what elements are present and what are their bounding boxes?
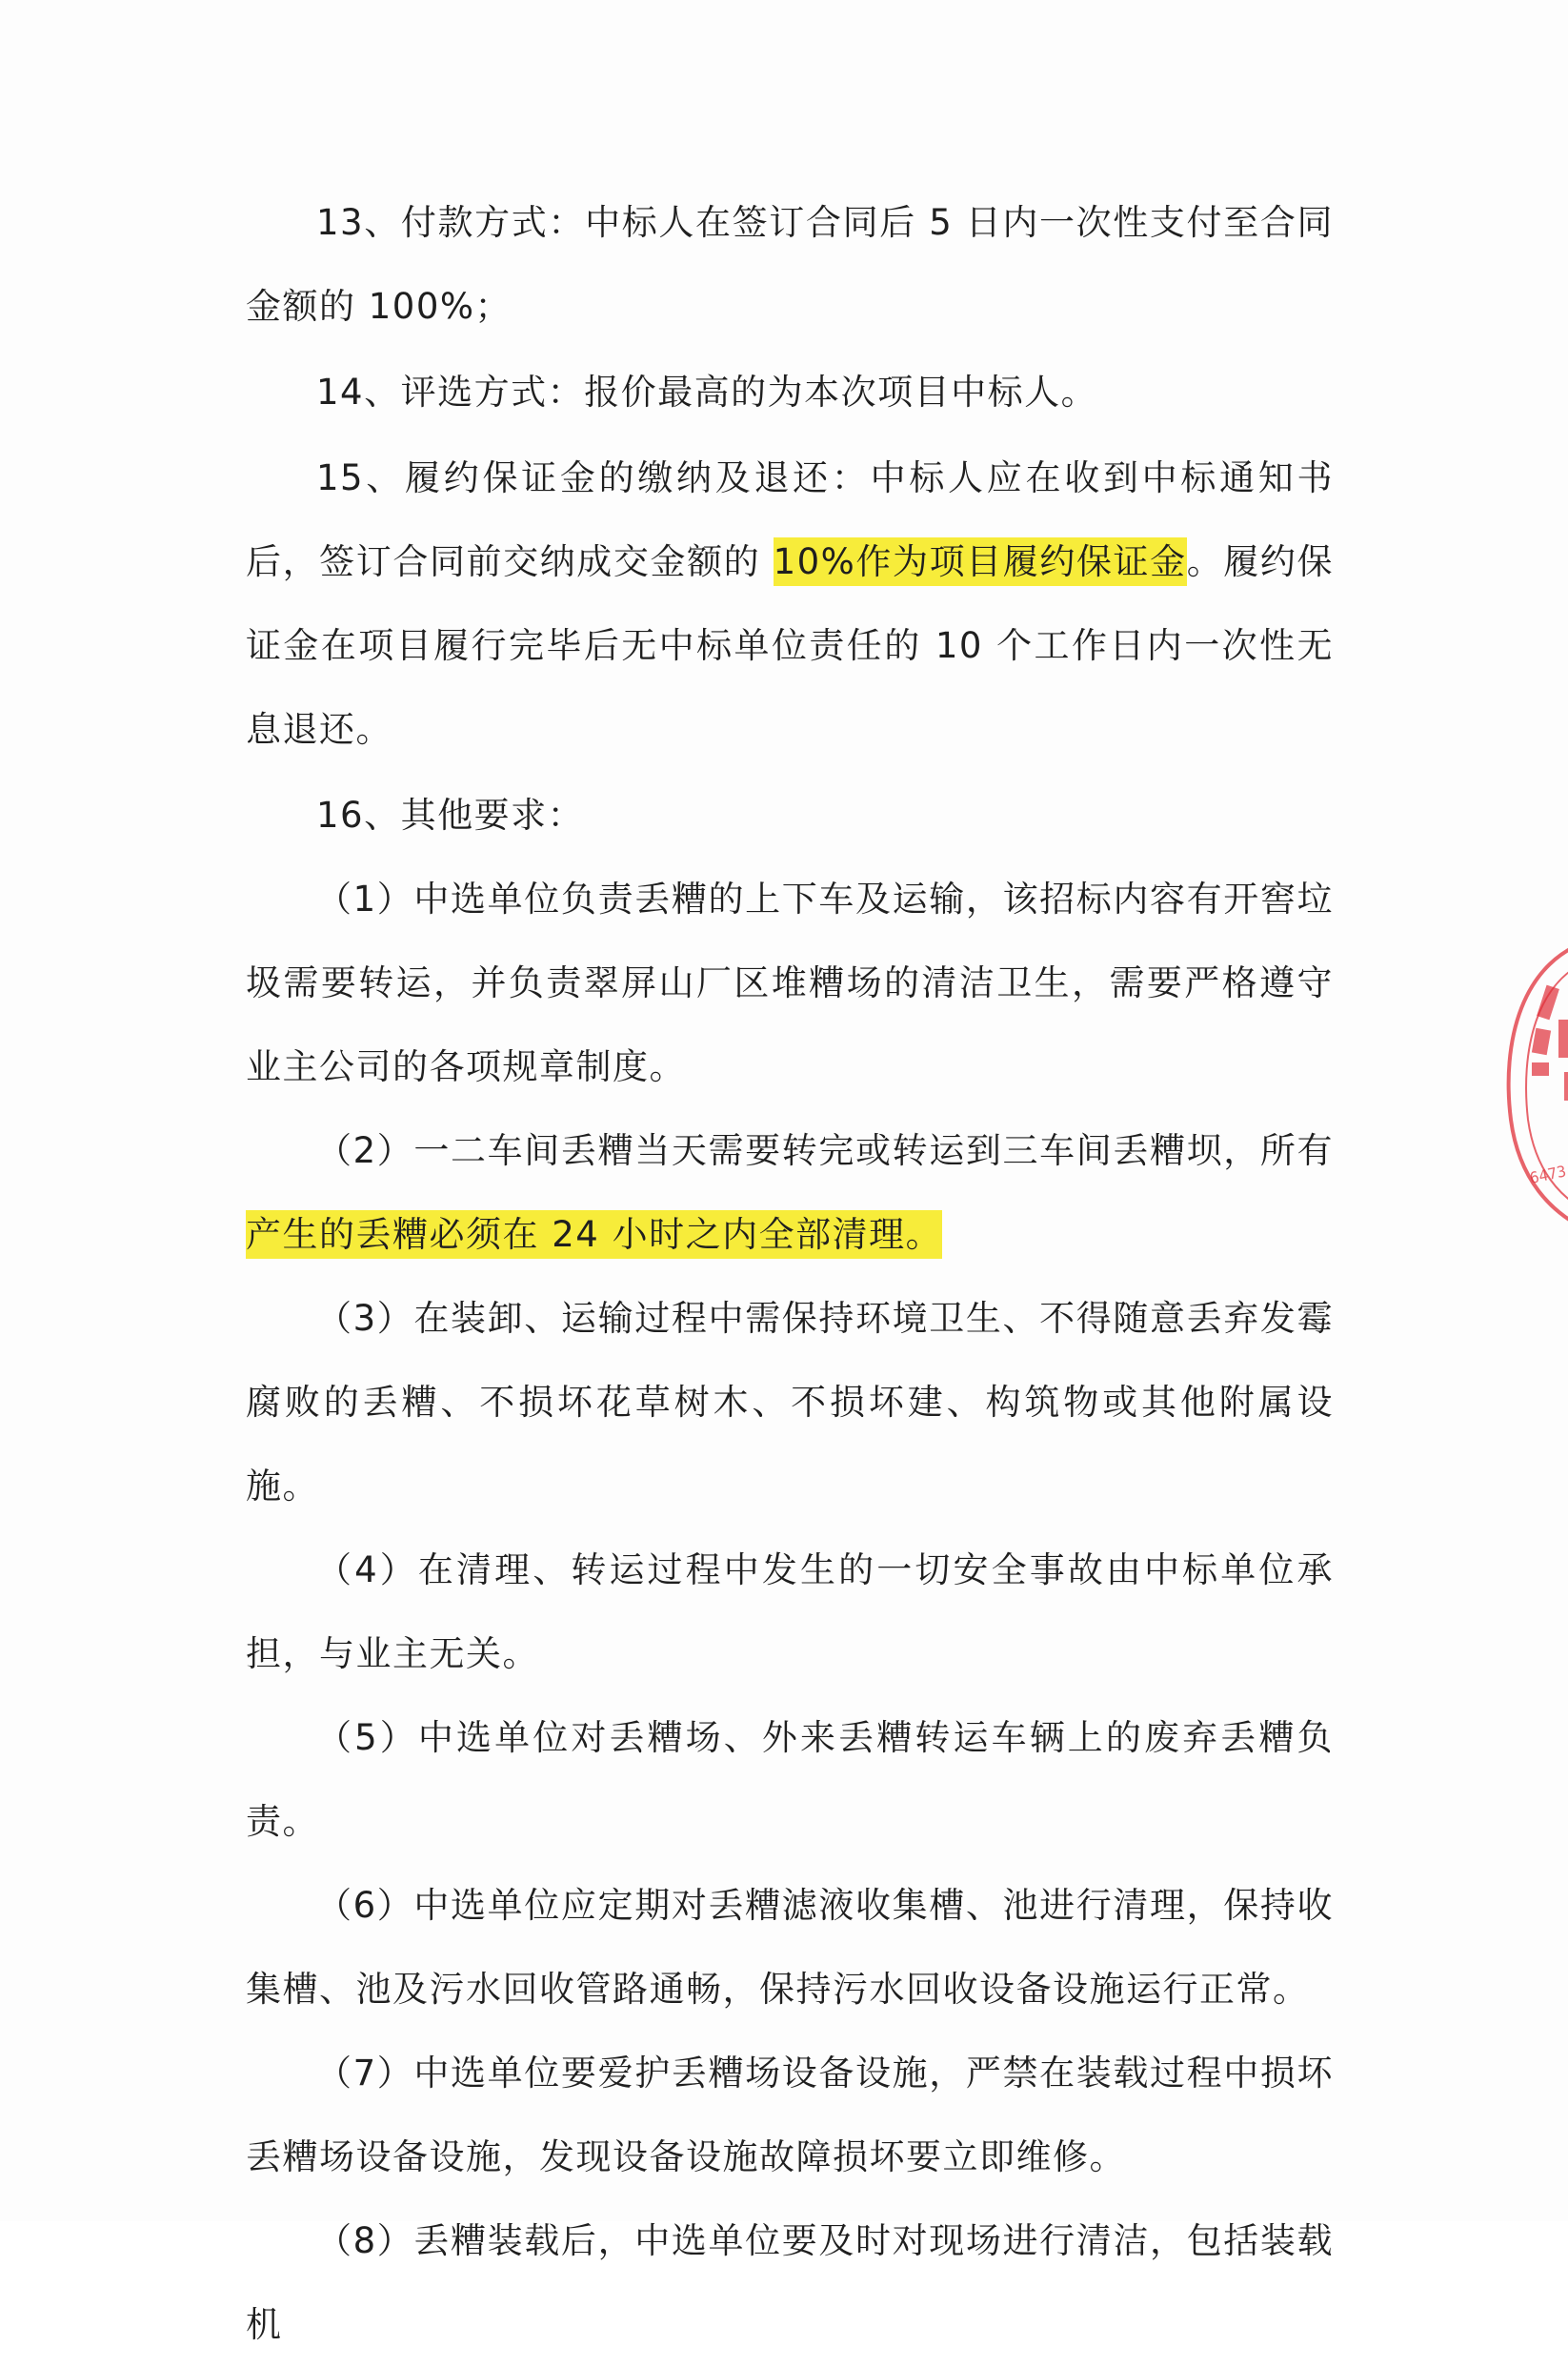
clause-16-6-text: （6）中选单位应定期对丢糟滤液收集槽、池进行清理，保持收集槽、池及污水回收管路通畅，保持污水回收设备设施运行正常。 [246,1885,1334,2010]
clause-16-text: 16、其他要求： [316,795,585,836]
red-seal-stamp [1482,929,1568,1253]
clause-16-7-text: （7）中选单位要爱护丢糟场设备设施，严禁在装载过程中损坏丢糟场设备设施，发现设备设施故障损坏要立即维修。 [246,2053,1334,2177]
clause-16-6 [246,1864,1334,2032]
clause-16-7 [246,2032,1334,2199]
clause-16-3-text: （3）在装卸、运输过程中需保持环境卫生、不得随意丢弃发霉腐败的丢糟、不损坏花草树木、不损坏建、构筑物或其他附属设施。 [246,1298,1334,1507]
clause-15-text: 15、履约保证金的缴纳及退还：中标人应在收到中标通知书后，签订合同前交纳成交金额的 [246,457,1334,582]
clause-16-8-text: （8）丢糟装载后，中选单位要及时对现场进行清洁，包括装载机 [246,2220,1334,2345]
clause-13 [246,181,1334,349]
clause-16-2 [246,1109,1334,1277]
clause-14 [246,351,1334,435]
seal-number: 6473 [1528,1162,1568,1187]
clause-16-2-highlight: 产生的丢糟必须在 24 小时之内全部清理。 [246,1210,942,1259]
clause-16-4 [246,1528,1334,1696]
clause-16-3 [246,1277,1334,1528]
clause-15-highlight: 10%作为项目履约保证金 [774,537,1187,586]
clause-16-5-text: （5）中选单位对丢糟场、外来丢糟转运车辆上的废弃丢糟负责。 [246,1717,1334,1842]
clause-16 [246,774,1334,858]
clause-16-5 [246,1696,1334,1864]
clause-15 [246,436,1334,772]
clause-15-text-after: 。履约保证金在项目履行完毕后无中标单位责任的 10 个工作日内一次性无息退还。 [246,541,1334,750]
clause-14-text: 14、评选方式：报价最高的为本次项目中标人。 [316,372,1098,413]
clause-16-2-text: （2）一二车间丢糟当天需要转完或转运到三车间丢糟坝，所有 [316,1130,1334,1171]
clause-16-8 [246,2199,1334,2367]
clause-16-1 [246,858,1334,1109]
document-body [246,181,1334,2367]
clause-16-4-text: （4）在清理、转运过程中发生的一切安全事故由中标单位承担，与业主无关。 [246,1549,1334,1674]
clause-16-1-text: （1）中选单位负责丢糟的上下车及运输，该招标内容有开窖垃圾需要转运，并负责翠屏山厂区堆糟场的清洁卫生，需要严格遵守业主公司的各项规章制度。 [246,879,1334,1087]
clause-13-text: 13、付款方式：中标人在签订合同后 5 日内一次性支付至合同金额的 100%； [246,202,1334,327]
